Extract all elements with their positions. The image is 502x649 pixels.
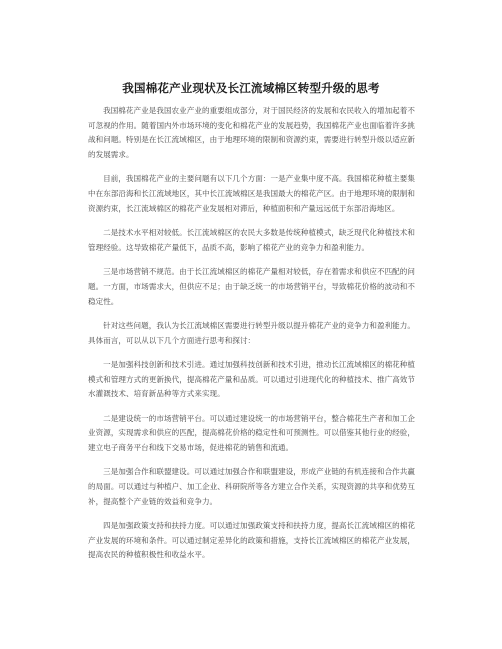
paragraph-measure-3: 三是加强合作和联盟建设。可以通过加强合作和联盟建设，形成产业链的有机连接和合作共赢的局面。可以通过与种植户、加工企业、科研院所等各方建立合作关系，实现资源的共享和优势互补，提高整个产业链的效益和竞争力。 [88,467,415,506]
paragraph-problem-2: 二是技术水平相对较低。长江流域棉区的农民大多数是传统种植模式，缺乏现代化种植技术和管理经验。这导致棉花产量低下，品质不高，影响了棉花产业的竞争力和盈利能力。 [88,228,415,252]
paragraph-problem-1: 目前，我国棉花产业的主要问题有以下几个方面：一是产业集中度不高。我国棉花种植主要集中在东部沿海和长江流域地区，其中长江流域棉区是我国最大的棉花产区。由于地理环境的限制和资源约束，长江流域棉区的棉花产业发展相对滞后，种植面积和产量远远低于东部沿海地区。 [88,174,415,213]
paragraph-intro: 我国棉花产业是我国农业产业的重要组成部分，对于国民经济的发展和农民收入的增加起着不可忽视的作用。随着国内外市场环境的变化和棉花产业的发展趋势，我国棉花产业也面临着许多挑战和问题。特别是在长江流域棉区，由于地理环境的限制和资源约束，需要进行转型升级以适应新的发展需求。 [88,106,415,160]
paragraph-measure-2: 二是建设统一的市场营销平台。可以通过建设统一的市场营销平台，整合棉花生产者和加工企业资源，实现需求和供应的匹配，提高棉花价格的稳定性和可预测性。可以借鉴其他行业的经验，建立电子商务平台和线下交易市场，促进棉花的销售和流通。 [88,413,415,452]
paragraph-transition: 针对这些问题，我认为长江流域棉区需要进行转型升级以提升棉花产业的竞争力和盈利能力。具体而言，可以从以下几个方面进行思考和探讨： [88,320,415,345]
paragraph-problem-3: 三是市场营销不规范。由于长江流域棉区的棉花产量相对较低，存在着需求和供应不匹配的问题。一方面，市场需求大，但供应不足；由于缺乏统一的市场营销平台，导致棉花价格的波动和不稳定性。 [88,267,415,306]
document-title: 我国棉花产业现状及长江流域棉区转型升级的思考 [122,81,380,95]
paragraph-measure-4: 四是加强政策支持和扶持力度。可以通过加强政策支持和扶持力度，提高长江流域棉区的棉花产业发展的环境和条件。可以通过制定差异化的政策和措施，支持长江流域棉区的棉花产业发展，提高农民的种植积极性和收益水平。 [88,520,415,560]
document-body [88,104,415,573]
paragraph-measure-1: 一是加强科技创新和技术引进。通过加强科技创新和技术引进，推动长江流域棉区的棉花种植模式和管理方式的更新换代，提高棉花产量和品质。可以通过引进现代化的种植技术、推广高效节水灌溉技术、培育新品种等方式来实现。 [88,359,415,399]
